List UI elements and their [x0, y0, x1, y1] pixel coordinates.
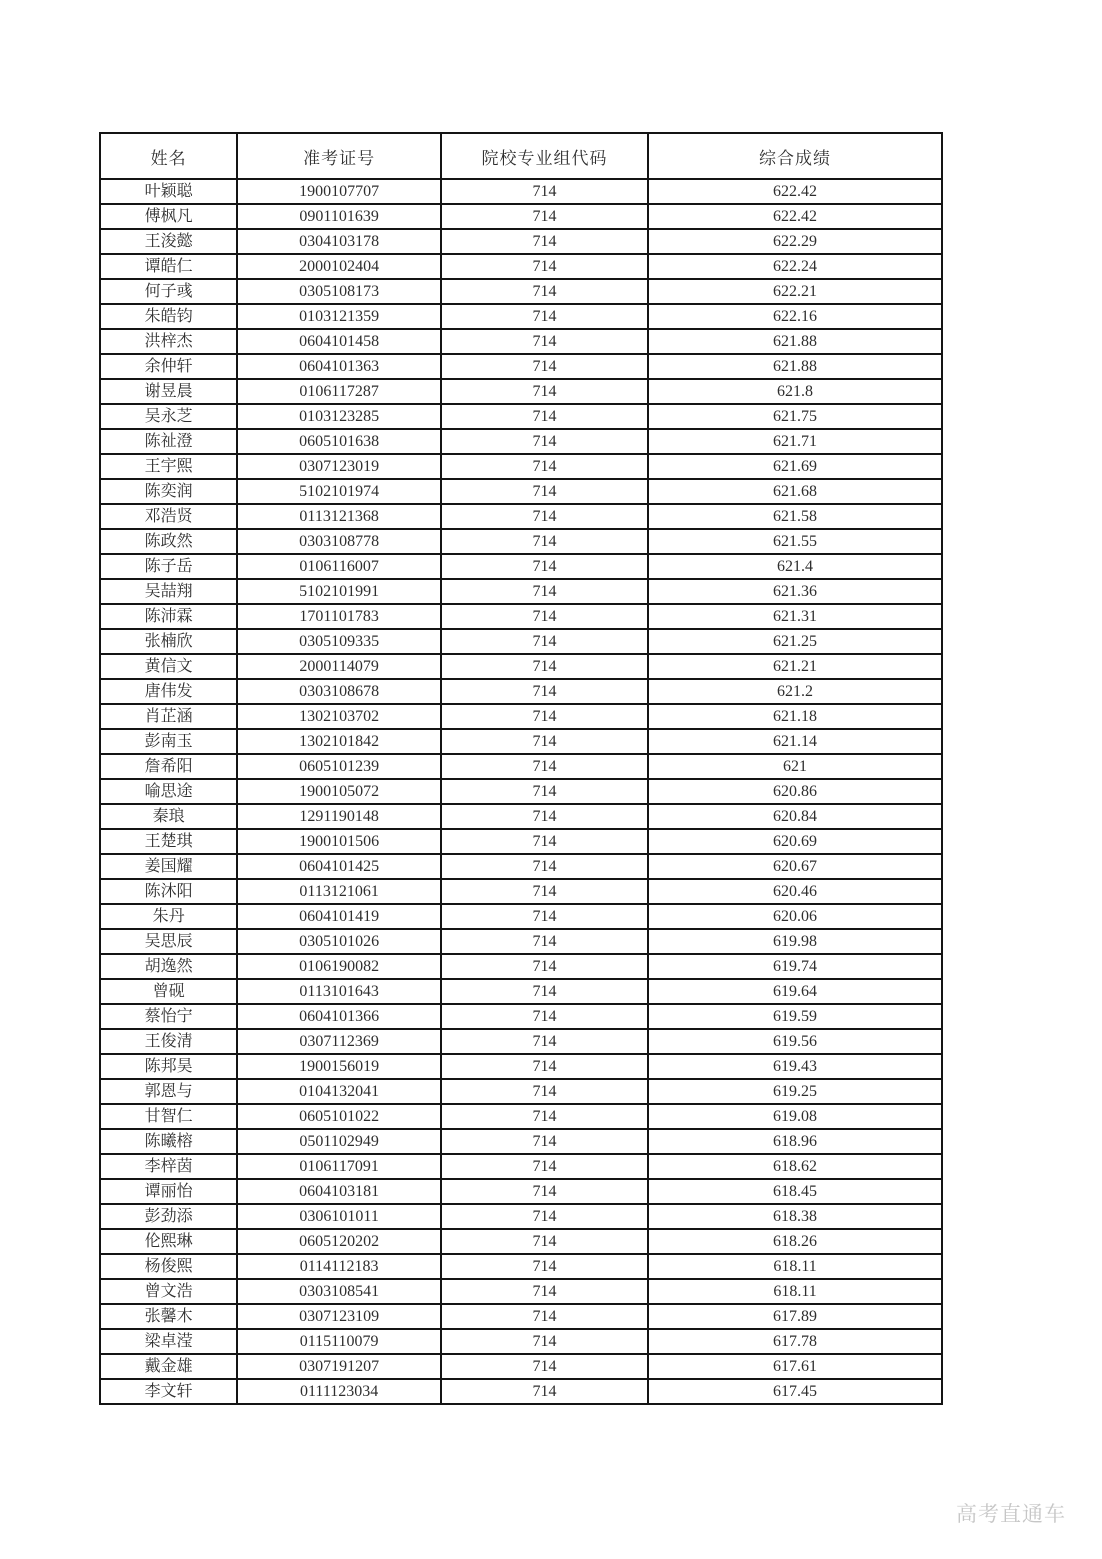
cell-score: 621.18: [648, 704, 942, 729]
cell-score: 621.88: [648, 354, 942, 379]
cell-exam-number: 0111123034: [237, 1379, 441, 1404]
table-row: [100, 1304, 942, 1329]
cell-score: 619.25: [648, 1079, 942, 1104]
cell-group-code: 714: [441, 379, 648, 404]
header-name: 姓名: [100, 133, 237, 179]
cell-name: 陈子岳: [100, 554, 237, 579]
cell-score: 621.68: [648, 479, 942, 504]
cell-name: 黄信文: [100, 654, 237, 679]
cell-exam-number: 0115110079: [237, 1329, 441, 1354]
cell-exam-number: 0103123285: [237, 404, 441, 429]
table-row: [100, 1204, 942, 1229]
cell-group-code: 714: [441, 204, 648, 229]
cell-name: 詹希阳: [100, 754, 237, 779]
table-row: [100, 1104, 942, 1129]
cell-exam-number: 1900156019: [237, 1054, 441, 1079]
cell-score: 621.4: [648, 554, 942, 579]
cell-group-code: 714: [441, 1054, 648, 1079]
cell-name: 朱丹: [100, 904, 237, 929]
cell-exam-number: 0604101419: [237, 904, 441, 929]
cell-exam-number: 0103121359: [237, 304, 441, 329]
cell-name: 彭南玉: [100, 729, 237, 754]
cell-score: 621.8: [648, 379, 942, 404]
cell-exam-number: 0106116007: [237, 554, 441, 579]
cell-exam-number: 0113121368: [237, 504, 441, 529]
cell-group-code: 714: [441, 554, 648, 579]
cell-score: 618.45: [648, 1179, 942, 1204]
cell-score: 618.96: [648, 1129, 942, 1154]
cell-group-code: 714: [441, 529, 648, 554]
header-group-code: 院校专业组代码: [441, 133, 648, 179]
cell-name: 王俊清: [100, 1029, 237, 1054]
cell-score: 619.64: [648, 979, 942, 1004]
table-row: [100, 904, 942, 929]
cell-name: 曾文浩: [100, 1279, 237, 1304]
cell-exam-number: 0307112369: [237, 1029, 441, 1054]
cell-name: 王宇熙: [100, 454, 237, 479]
cell-name: 伦熙琳: [100, 1229, 237, 1254]
cell-group-code: 714: [441, 929, 648, 954]
cell-name: 戴金雄: [100, 1354, 237, 1379]
cell-name: 邓浩贤: [100, 504, 237, 529]
cell-name: 姜国耀: [100, 854, 237, 879]
table-row: [100, 279, 942, 304]
cell-exam-number: 5102101991: [237, 579, 441, 604]
cell-score: 622.16: [648, 304, 942, 329]
cell-score: 621.25: [648, 629, 942, 654]
cell-group-code: 714: [441, 704, 648, 729]
table-row: [100, 804, 942, 829]
cell-group-code: 714: [441, 1254, 648, 1279]
cell-score: 621.75: [648, 404, 942, 429]
table-row: [100, 854, 942, 879]
table-row: [100, 1054, 942, 1079]
cell-score: 618.11: [648, 1254, 942, 1279]
cell-exam-number: 1701101783: [237, 604, 441, 629]
cell-name: 张馨木: [100, 1304, 237, 1329]
table-row: [100, 379, 942, 404]
cell-score: 622.42: [648, 179, 942, 204]
cell-group-code: 714: [441, 1279, 648, 1304]
cell-exam-number: 0104132041: [237, 1079, 441, 1104]
cell-name: 胡逸然: [100, 954, 237, 979]
cell-name: 吴喆翔: [100, 579, 237, 604]
cell-exam-number: 1900107707: [237, 179, 441, 204]
table-row: [100, 529, 942, 554]
table-row: [100, 1279, 942, 1304]
cell-name: 谭皓仁: [100, 254, 237, 279]
cell-name: 叶颖聪: [100, 179, 237, 204]
watermark: 高考直通车: [956, 1503, 1066, 1526]
cell-name: 陈政然: [100, 529, 237, 554]
cell-group-code: 714: [441, 1154, 648, 1179]
table-row: [100, 1079, 942, 1104]
cell-name: 蔡怡宁: [100, 1004, 237, 1029]
header-exam-number: 准考证号: [237, 133, 441, 179]
cell-name: 吴思辰: [100, 929, 237, 954]
cell-group-code: 714: [441, 679, 648, 704]
score-table: [99, 132, 943, 1405]
cell-group-code: 714: [441, 1104, 648, 1129]
cell-name: 何子彧: [100, 279, 237, 304]
cell-score: 621.69: [648, 454, 942, 479]
table-row: [100, 1254, 942, 1279]
cell-score: 619.43: [648, 1054, 942, 1079]
cell-score: 619.74: [648, 954, 942, 979]
cell-exam-number: 0605101022: [237, 1104, 441, 1129]
cell-group-code: 714: [441, 654, 648, 679]
cell-name: 陈沛霖: [100, 604, 237, 629]
cell-score: 622.29: [648, 229, 942, 254]
cell-group-code: 714: [441, 454, 648, 479]
cell-exam-number: 0106190082: [237, 954, 441, 979]
cell-score: 621.88: [648, 329, 942, 354]
table-row: [100, 1354, 942, 1379]
table-row: [100, 729, 942, 754]
cell-exam-number: 0305108173: [237, 279, 441, 304]
cell-name: 杨俊熙: [100, 1254, 237, 1279]
cell-exam-number: 0113101643: [237, 979, 441, 1004]
cell-score: 622.42: [648, 204, 942, 229]
cell-exam-number: 0304103178: [237, 229, 441, 254]
cell-score: 621.2: [648, 679, 942, 704]
cell-group-code: 714: [441, 1304, 648, 1329]
cell-score: 621.31: [648, 604, 942, 629]
cell-score: 621: [648, 754, 942, 779]
cell-group-code: 714: [441, 254, 648, 279]
table-row: [100, 179, 942, 204]
cell-exam-number: 0901101639: [237, 204, 441, 229]
cell-name: 陈沐阳: [100, 879, 237, 904]
cell-score: 617.89: [648, 1304, 942, 1329]
cell-name: 李文轩: [100, 1379, 237, 1404]
table-row: [100, 1329, 942, 1354]
table-row: [100, 629, 942, 654]
table-row: [100, 454, 942, 479]
cell-exam-number: 1302103702: [237, 704, 441, 729]
table-row: [100, 779, 942, 804]
cell-group-code: 714: [441, 829, 648, 854]
table-row: [100, 654, 942, 679]
cell-group-code: 714: [441, 229, 648, 254]
table-row: [100, 329, 942, 354]
cell-score: 619.56: [648, 1029, 942, 1054]
cell-name: 洪梓杰: [100, 329, 237, 354]
table-row: [100, 829, 942, 854]
cell-group-code: 714: [441, 729, 648, 754]
cell-group-code: 714: [441, 804, 648, 829]
cell-exam-number: 1900101506: [237, 829, 441, 854]
cell-group-code: 714: [441, 979, 648, 1004]
table-row: [100, 879, 942, 904]
header-score: 综合成绩: [648, 133, 942, 179]
table-row: [100, 404, 942, 429]
cell-group-code: 714: [441, 1354, 648, 1379]
cell-name: 梁卓滢: [100, 1329, 237, 1354]
cell-group-code: 714: [441, 604, 648, 629]
header-row: [100, 133, 942, 179]
cell-name: 谢昱晨: [100, 379, 237, 404]
table-row: [100, 479, 942, 504]
cell-exam-number: 0604101458: [237, 329, 441, 354]
cell-name: 肖芷涵: [100, 704, 237, 729]
table-row: [100, 1179, 942, 1204]
table-row: [100, 1154, 942, 1179]
cell-exam-number: 0307191207: [237, 1354, 441, 1379]
table-row: [100, 1029, 942, 1054]
cell-group-code: 714: [441, 1129, 648, 1154]
cell-name: 余仲轩: [100, 354, 237, 379]
cell-score: 620.69: [648, 829, 942, 854]
cell-exam-number: 1302101842: [237, 729, 441, 754]
table-row: [100, 354, 942, 379]
cell-group-code: 714: [441, 179, 648, 204]
cell-name: 陈奕润: [100, 479, 237, 504]
cell-group-code: 714: [441, 879, 648, 904]
cell-score: 621.14: [648, 729, 942, 754]
cell-group-code: 714: [441, 479, 648, 504]
table-row: [100, 1229, 942, 1254]
cell-score: 621.71: [648, 429, 942, 454]
cell-name: 喻思途: [100, 779, 237, 804]
cell-exam-number: 0306101011: [237, 1204, 441, 1229]
cell-group-code: 714: [441, 404, 648, 429]
cell-score: 619.08: [648, 1104, 942, 1129]
cell-exam-number: 0305101026: [237, 929, 441, 954]
cell-name: 王浚懿: [100, 229, 237, 254]
table-row: [100, 229, 942, 254]
cell-exam-number: 1291190148: [237, 804, 441, 829]
cell-exam-number: 0501102949: [237, 1129, 441, 1154]
cell-group-code: 714: [441, 1179, 648, 1204]
table-row: [100, 579, 942, 604]
cell-group-code: 714: [441, 1079, 648, 1104]
table-row: [100, 204, 942, 229]
table-body: [100, 179, 942, 1404]
cell-exam-number: 0604101425: [237, 854, 441, 879]
cell-score: 618.11: [648, 1279, 942, 1304]
cell-exam-number: 0106117287: [237, 379, 441, 404]
cell-group-code: 714: [441, 754, 648, 779]
table-row: [100, 254, 942, 279]
table-row: [100, 504, 942, 529]
cell-name: 陈祉澄: [100, 429, 237, 454]
cell-group-code: 714: [441, 1029, 648, 1054]
cell-score: 619.59: [648, 1004, 942, 1029]
cell-score: 617.45: [648, 1379, 942, 1404]
cell-exam-number: 0605101239: [237, 754, 441, 779]
cell-exam-number: 0305109335: [237, 629, 441, 654]
cell-score: 618.62: [648, 1154, 942, 1179]
cell-score: 622.24: [648, 254, 942, 279]
cell-exam-number: 0604103181: [237, 1179, 441, 1204]
table-row: [100, 929, 942, 954]
table-row: [100, 679, 942, 704]
cell-name: 朱皓钧: [100, 304, 237, 329]
cell-score: 620.06: [648, 904, 942, 929]
cell-group-code: 714: [441, 1004, 648, 1029]
cell-name: 傅枫凡: [100, 204, 237, 229]
table-row: [100, 704, 942, 729]
cell-exam-number: 0604101363: [237, 354, 441, 379]
cell-name: 甘智仁: [100, 1104, 237, 1129]
cell-score: 620.67: [648, 854, 942, 879]
cell-name: 陈邦昊: [100, 1054, 237, 1079]
cell-group-code: 714: [441, 579, 648, 604]
table-row: [100, 1379, 942, 1404]
cell-score: 621.55: [648, 529, 942, 554]
cell-group-code: 714: [441, 304, 648, 329]
table-row: [100, 604, 942, 629]
cell-group-code: 714: [441, 779, 648, 804]
table-row: [100, 754, 942, 779]
cell-exam-number: 2000102404: [237, 254, 441, 279]
cell-score: 622.21: [648, 279, 942, 304]
cell-group-code: 714: [441, 1329, 648, 1354]
cell-group-code: 714: [441, 1204, 648, 1229]
cell-exam-number: 0106117091: [237, 1154, 441, 1179]
cell-exam-number: 0303108541: [237, 1279, 441, 1304]
cell-name: 郭恩与: [100, 1079, 237, 1104]
cell-group-code: 714: [441, 329, 648, 354]
cell-name: 唐伟发: [100, 679, 237, 704]
cell-exam-number: 5102101974: [237, 479, 441, 504]
cell-name: 吴永芝: [100, 404, 237, 429]
cell-name: 张楠欣: [100, 629, 237, 654]
cell-exam-number: 0605101638: [237, 429, 441, 454]
cell-exam-number: 0604101366: [237, 1004, 441, 1029]
cell-score: 620.46: [648, 879, 942, 904]
cell-score: 620.86: [648, 779, 942, 804]
table-row: [100, 429, 942, 454]
cell-score: 617.78: [648, 1329, 942, 1354]
cell-group-code: 714: [441, 629, 648, 654]
cell-exam-number: 0113121061: [237, 879, 441, 904]
cell-name: 秦琅: [100, 804, 237, 829]
cell-name: 王楚琪: [100, 829, 237, 854]
cell-exam-number: 0114112183: [237, 1254, 441, 1279]
cell-exam-number: 1900105072: [237, 779, 441, 804]
cell-score: 618.38: [648, 1204, 942, 1229]
cell-score: 621.21: [648, 654, 942, 679]
cell-group-code: 714: [441, 904, 648, 929]
cell-score: 621.58: [648, 504, 942, 529]
table-row: [100, 304, 942, 329]
cell-exam-number: 0303108778: [237, 529, 441, 554]
table-row: [100, 1004, 942, 1029]
cell-name: 曾砚: [100, 979, 237, 1004]
cell-name: 谭丽怡: [100, 1179, 237, 1204]
table-row: [100, 1129, 942, 1154]
cell-exam-number: 0303108678: [237, 679, 441, 704]
cell-score: 620.84: [648, 804, 942, 829]
table-row: [100, 554, 942, 579]
table-row: [100, 979, 942, 1004]
cell-group-code: 714: [441, 354, 648, 379]
cell-score: 618.26: [648, 1229, 942, 1254]
cell-name: 李梓茵: [100, 1154, 237, 1179]
cell-score: 619.98: [648, 929, 942, 954]
cell-group-code: 714: [441, 1379, 648, 1404]
cell-name: 彭劲添: [100, 1204, 237, 1229]
cell-group-code: 714: [441, 854, 648, 879]
cell-name: 陈曦榕: [100, 1129, 237, 1154]
cell-exam-number: 0605120202: [237, 1229, 441, 1254]
cell-group-code: 714: [441, 504, 648, 529]
cell-score: 617.61: [648, 1354, 942, 1379]
cell-exam-number: 0307123109: [237, 1304, 441, 1329]
cell-score: 621.36: [648, 579, 942, 604]
cell-exam-number: 2000114079: [237, 654, 441, 679]
cell-group-code: 714: [441, 429, 648, 454]
cell-group-code: 714: [441, 954, 648, 979]
cell-group-code: 714: [441, 1229, 648, 1254]
table-row: [100, 954, 942, 979]
cell-group-code: 714: [441, 279, 648, 304]
cell-exam-number: 0307123019: [237, 454, 441, 479]
